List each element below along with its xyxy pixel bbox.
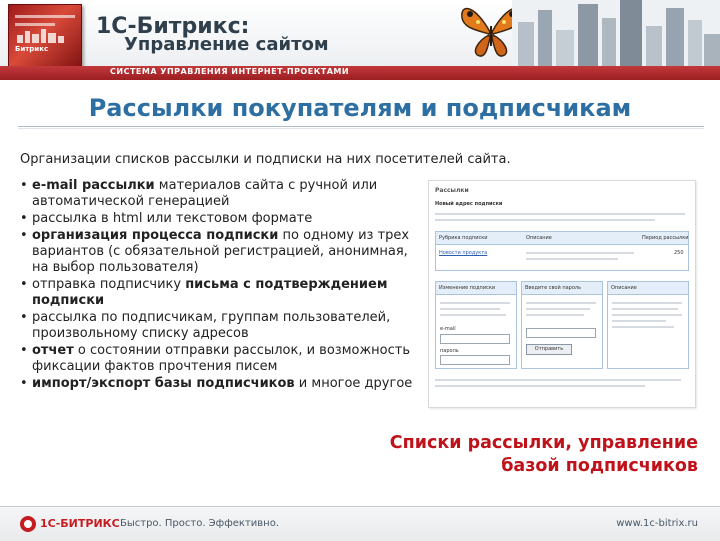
page-title: Рассылки покупателям и подписчикам [88, 94, 632, 122]
footer-site-link[interactable]: www.1c-bitrix.ru [616, 518, 698, 529]
feature-item: • рассылка по подписчикам, группам пользователей, произвольному списку адресов [20, 310, 416, 342]
feature-item: • рассылка в html или текстовом формате [20, 211, 416, 227]
feature-item: • отправка подписчику письма с подтверждением подписки [20, 277, 416, 309]
product-box-image [8, 4, 82, 72]
feature-item: • отчет о состоянии отправки рассылок, и возможность фиксации фактов прочтения писем [20, 343, 416, 375]
slide-caption [338, 432, 698, 478]
title-divider [18, 126, 704, 127]
shot-panel-password: Введите свой пароль Отправить [521, 281, 603, 369]
tagline: СИСТЕМА УПРАВЛЕНИЯ ИНТЕРНЕТ-ПРОЕКТАМИ [110, 67, 350, 76]
brand-name: 1С-Битрикс: [96, 14, 250, 39]
bitrix-logo-icon [20, 516, 36, 532]
intro-text: Организации списков рассылки и подписки на них посетителей сайта. [20, 152, 511, 167]
shot-subheading: Новый адрес подписки [435, 201, 503, 207]
feature-list [20, 178, 416, 393]
box-skyline [17, 29, 73, 43]
feature-item: • импорт/экспорт базы подписчиков и многое другое [20, 376, 416, 392]
feature-item: • организация процесса подписки по одному из трех вариантов (с обязательной регистрацией, анонимная, на выбор пользователя) [20, 228, 416, 276]
shot-code-input[interactable] [526, 328, 596, 338]
footer-logo: 1С-БИТРИКС [40, 517, 120, 530]
shot-heading: Рассылки [435, 187, 469, 194]
caption-line: Списки рассылки, управление [389, 433, 698, 453]
header [0, 0, 720, 78]
shot-email-input[interactable] [440, 334, 510, 344]
product-name: Управление сайтом [124, 34, 329, 55]
shot-panel-change: Изменение подписки e-mail пароль [435, 281, 517, 369]
footer [0, 506, 720, 541]
caption-line: базой подписчиков [501, 456, 698, 476]
box-label: Битрикс [15, 45, 49, 53]
shot-submit-button[interactable]: Отправить [526, 344, 572, 355]
footer-slogan: Быстро. Просто. Эффективно. [120, 518, 280, 529]
shot-rubric-link[interactable]: Новости продукта [439, 250, 488, 256]
shot-password-input[interactable] [440, 355, 510, 365]
tagline-bar [0, 66, 720, 80]
shot-rubric-table: Рубрика подписки Описание Период рассылки Новости продукта 250 [435, 231, 689, 271]
feature-item: • e-mail рассылки материалов сайта с ручной или автоматической генерацией [20, 178, 416, 210]
subscription-screenshot [428, 180, 696, 408]
city-skyline [512, 0, 720, 66]
shot-panel-description: Описание [607, 281, 689, 369]
title-divider-shadow [18, 128, 704, 129]
